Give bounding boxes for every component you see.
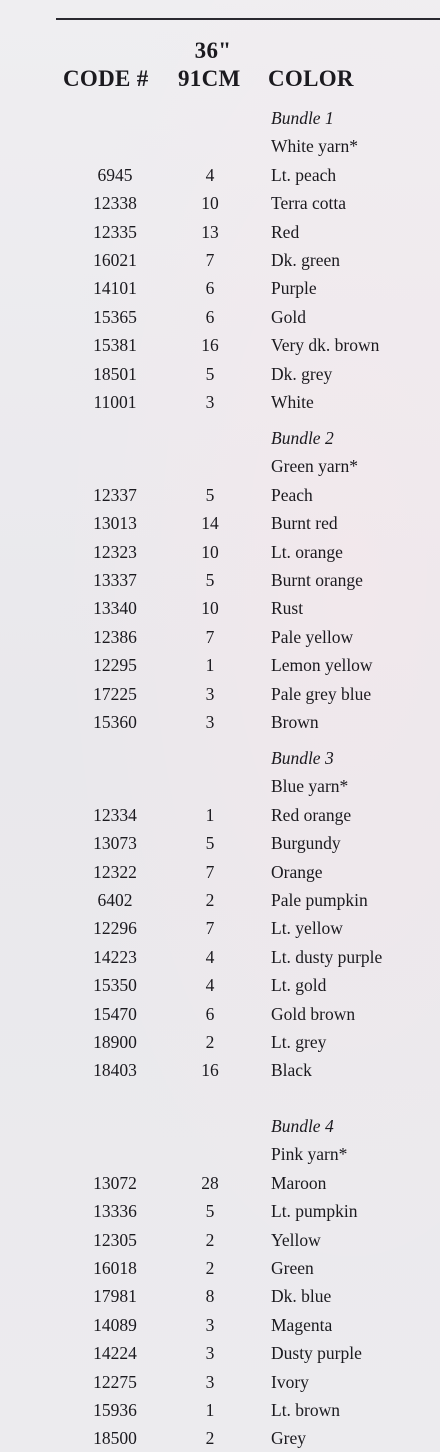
item-quantity: 4	[205, 164, 215, 185]
item-quantity: 7	[205, 861, 215, 882]
item-color: Lt. peach	[271, 164, 337, 185]
item-quantity: 28	[201, 1172, 219, 1193]
item-code: 18501	[93, 363, 137, 384]
item-color: Brown	[271, 712, 319, 732]
table-row	[0, 1169, 440, 1197]
item-code: 15360	[93, 712, 137, 732]
item-code: 16018	[93, 1258, 137, 1278]
item-color: Pale grey blue	[271, 683, 372, 704]
table-row	[0, 1368, 440, 1396]
table-row	[0, 594, 440, 622]
item-code: 18900	[93, 1032, 137, 1052]
table-row	[0, 274, 440, 302]
item-quantity: 16	[201, 1060, 219, 1081]
item-color: Rust	[271, 598, 304, 619]
item-code: 12338	[93, 193, 137, 214]
bundle-yarn: Green yarn*	[271, 456, 358, 477]
item-quantity: 3	[205, 683, 215, 704]
item-quantity: 6	[205, 306, 215, 327]
table-row	[0, 331, 440, 359]
bundle-title: Bundle 3	[271, 748, 334, 768]
item-code: 12334	[93, 804, 137, 825]
item-color: Burnt red	[271, 513, 338, 534]
item-code: 13337	[93, 570, 137, 590]
item-code: 12337	[93, 484, 137, 505]
item-quantity: 7	[205, 626, 215, 647]
item-quantity: 8	[205, 1286, 215, 1307]
table-row	[0, 566, 440, 594]
item-quantity: 13	[201, 221, 219, 242]
item-color: Black	[271, 1060, 312, 1081]
bundle-title: Bundle 1	[271, 108, 334, 128]
item-code: 6402	[97, 890, 133, 910]
item-color: Terra cotta	[271, 193, 347, 214]
table-row	[0, 1311, 440, 1339]
item-code: 6945	[97, 164, 133, 185]
header-color: COLOR	[268, 66, 354, 91]
item-code: 16021	[93, 250, 137, 270]
item-quantity: 5	[205, 484, 215, 505]
table-row	[0, 1254, 440, 1282]
item-color: Very dk. brown	[271, 335, 380, 356]
item-code: 14224	[93, 1343, 137, 1364]
item-color: Magenta	[271, 1314, 333, 1335]
item-quantity: 1	[205, 804, 215, 825]
item-code: 12335	[93, 221, 137, 242]
table-row	[0, 680, 440, 708]
item-color: Red orange	[271, 804, 352, 825]
table-row	[0, 161, 440, 189]
table-row	[0, 971, 440, 999]
item-code: 14223	[93, 946, 137, 967]
item-quantity: 1	[205, 655, 215, 676]
item-color: Lt. grey	[271, 1032, 327, 1052]
item-code: 12323	[93, 541, 137, 562]
item-color: Grey	[271, 1428, 306, 1449]
table-row	[0, 388, 440, 416]
item-code: 13336	[93, 1201, 137, 1222]
header-code: CODE #	[63, 66, 149, 91]
item-quantity: 10	[201, 541, 219, 562]
item-code: 14089	[93, 1314, 137, 1335]
item-color: Lt. dusty purple	[271, 946, 383, 967]
item-quantity: 3	[205, 712, 215, 732]
table-row	[0, 1028, 440, 1056]
item-color: White	[271, 392, 314, 412]
item-code: 13340	[93, 598, 137, 619]
bundle-yarn: Pink yarn*	[271, 1144, 348, 1165]
item-code: 11001	[93, 392, 137, 412]
item-quantity: 7	[205, 918, 215, 939]
item-code: 12322	[93, 861, 137, 882]
item-quantity: 5	[205, 833, 215, 854]
table-row	[0, 1396, 440, 1424]
item-code: 14101	[93, 278, 137, 299]
item-quantity: 2	[205, 890, 215, 910]
item-color: Red	[271, 221, 300, 242]
table-row	[0, 360, 440, 388]
item-color: Dusty purple	[271, 1343, 362, 1364]
item-quantity: 5	[205, 1201, 215, 1222]
top-rule	[56, 18, 440, 20]
item-quantity: 3	[205, 1314, 215, 1335]
table-row	[0, 651, 440, 679]
item-code: 18403	[93, 1060, 137, 1081]
item-code: 13072	[93, 1172, 137, 1193]
item-color: Burnt orange	[271, 570, 363, 590]
item-color: Maroon	[271, 1172, 327, 1193]
table-row	[0, 538, 440, 566]
item-quantity: 4	[205, 946, 215, 967]
item-code: 18500	[93, 1428, 137, 1449]
item-quantity: 2	[205, 1258, 215, 1278]
item-quantity: 2	[205, 1428, 215, 1449]
item-code: 15350	[93, 975, 137, 996]
item-color: Gold	[271, 306, 306, 327]
item-color: Dk. green	[271, 250, 341, 270]
item-color: Lt. gold	[271, 975, 327, 996]
item-quantity: 6	[205, 278, 215, 299]
item-quantity: 10	[201, 598, 219, 619]
item-code: 12386	[93, 626, 137, 647]
item-code: 15365	[93, 306, 137, 327]
item-color: Pale yellow	[271, 626, 354, 647]
header-size-inches: 36"	[194, 38, 232, 63]
item-quantity: 3	[205, 1371, 215, 1392]
table-row	[0, 829, 440, 857]
item-color: Lemon yellow	[271, 655, 373, 676]
table-row	[0, 218, 440, 246]
bundle-yarn: Blue yarn*	[271, 776, 349, 797]
table-row	[0, 1424, 440, 1452]
table-row	[0, 1056, 440, 1084]
item-color: Lt. brown	[271, 1400, 341, 1420]
item-quantity: 10	[201, 193, 219, 214]
item-quantity: 1	[205, 1400, 215, 1420]
table-row	[0, 886, 440, 914]
item-color: Orange	[271, 861, 323, 882]
table-row	[0, 708, 440, 736]
table-row	[0, 189, 440, 217]
table-row	[0, 623, 440, 651]
item-quantity: 16	[201, 335, 219, 356]
bundle-title: Bundle 2	[271, 428, 334, 448]
item-code: 15381	[93, 335, 137, 356]
table-row	[0, 1282, 440, 1310]
bundle-title: Bundle 4	[271, 1116, 334, 1136]
item-code: 12295	[93, 655, 137, 676]
item-code: 15470	[93, 1003, 137, 1024]
item-color: Green	[271, 1258, 314, 1278]
item-color: Purple	[271, 278, 317, 299]
table-row	[0, 303, 440, 331]
item-code: 12296	[93, 918, 137, 939]
table-row	[0, 801, 440, 829]
item-color: Lt. yellow	[271, 918, 343, 939]
bundle-yarn: White yarn*	[271, 136, 358, 157]
item-code: 13073	[93, 833, 137, 854]
table-row	[0, 509, 440, 537]
item-quantity: 6	[205, 1003, 215, 1024]
item-color: Yellow	[271, 1229, 321, 1250]
table-row	[0, 1339, 440, 1367]
table-row	[0, 481, 440, 509]
header-size-cm: 91CM	[178, 66, 241, 91]
table-row	[0, 1197, 440, 1225]
item-color: Ivory	[271, 1371, 309, 1392]
table-row	[0, 858, 440, 886]
item-color: Pale pumpkin	[271, 890, 368, 910]
item-color: Burgundy	[271, 833, 341, 854]
item-quantity: 5	[205, 570, 215, 590]
table-row	[0, 914, 440, 942]
item-quantity: 7	[205, 250, 215, 270]
item-color: Dk. blue	[271, 1286, 332, 1307]
item-code: 12305	[93, 1229, 137, 1250]
item-color: Dk. grey	[271, 363, 333, 384]
item-color: Gold brown	[271, 1003, 356, 1024]
table-row	[0, 1226, 440, 1254]
item-code: 12275	[93, 1371, 137, 1392]
item-quantity: 2	[205, 1229, 215, 1250]
item-quantity: 14	[201, 513, 219, 534]
item-quantity: 4	[205, 975, 215, 996]
table-row	[0, 943, 440, 971]
item-quantity: 3	[205, 1343, 215, 1364]
item-color: Lt. orange	[271, 541, 343, 562]
item-quantity: 5	[205, 363, 215, 384]
item-quantity: 2	[205, 1032, 215, 1052]
item-code: 17225	[93, 683, 137, 704]
table-row	[0, 1000, 440, 1028]
item-code: 13013	[93, 513, 137, 534]
item-code: 17981	[93, 1286, 137, 1307]
item-color: Lt. pumpkin	[271, 1201, 358, 1222]
table-row	[0, 246, 440, 274]
item-color: Peach	[271, 484, 313, 505]
item-code: 15936	[93, 1400, 137, 1420]
item-quantity: 3	[205, 392, 215, 412]
